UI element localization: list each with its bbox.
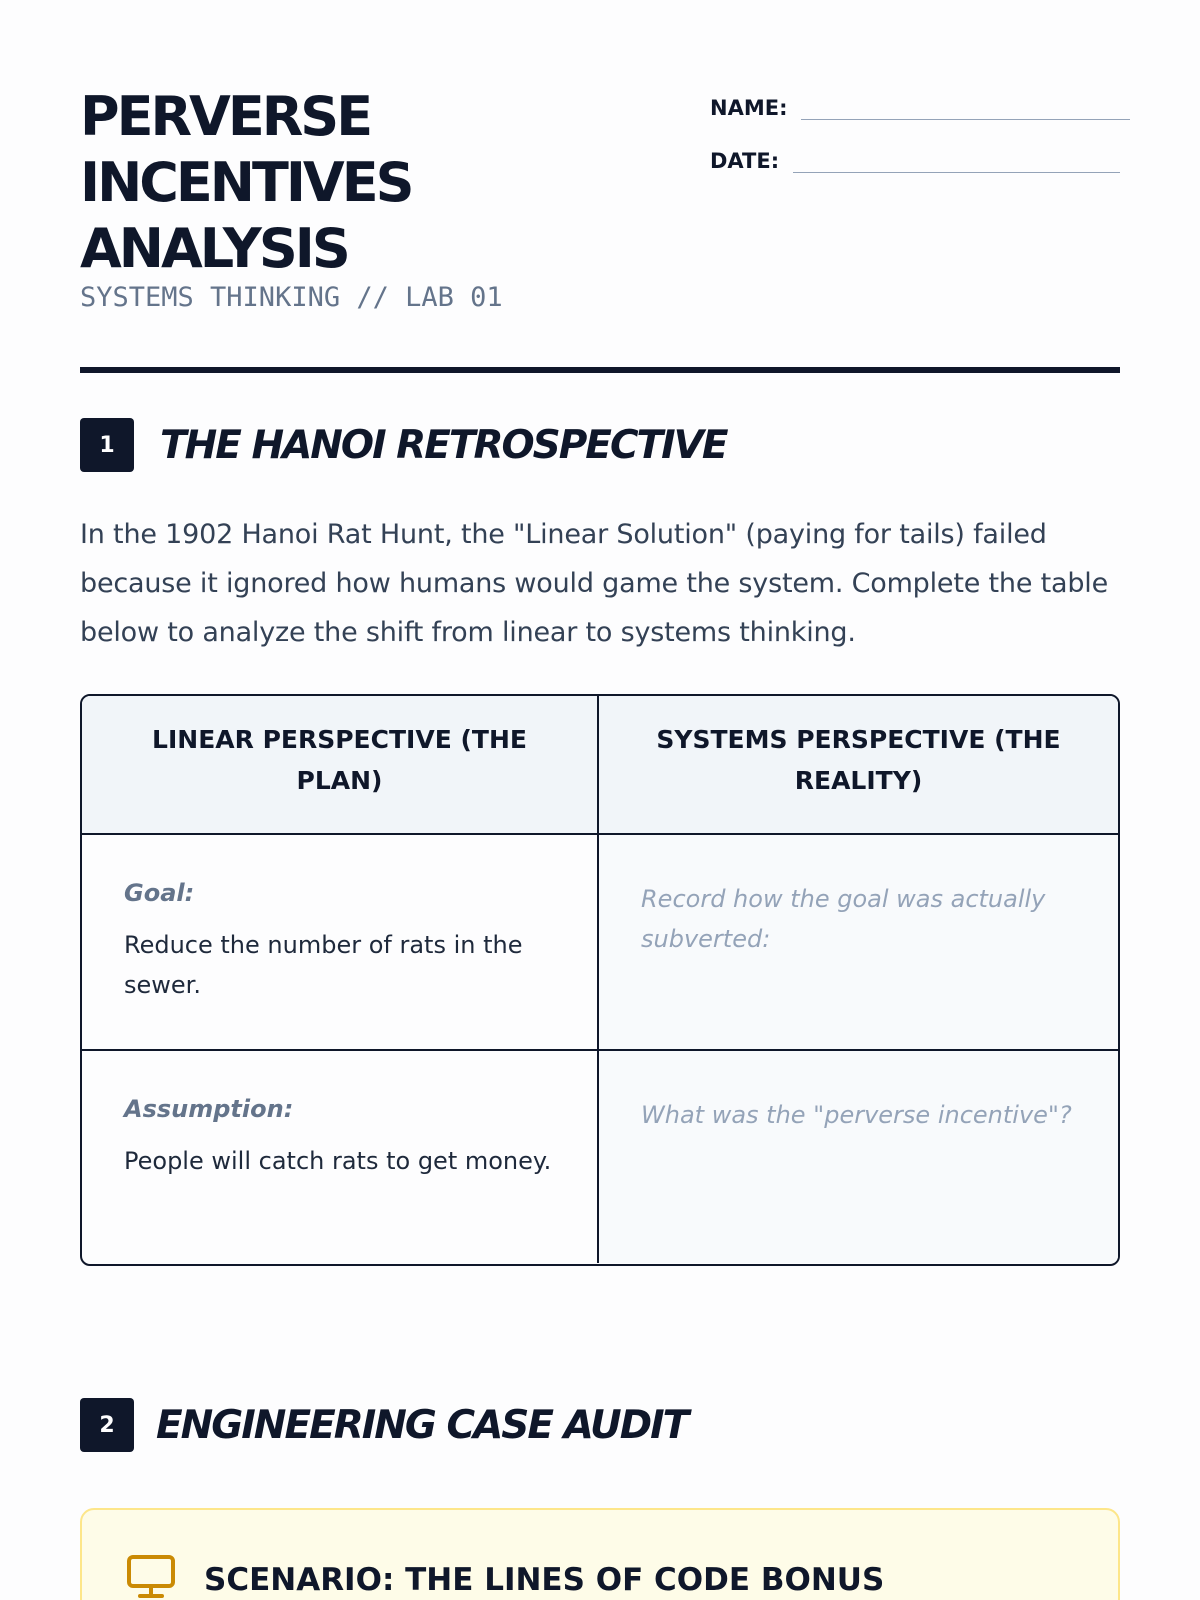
- section-title: THE HANOI RETROSPECTIVE: [160, 422, 727, 468]
- answer-cell[interactable]: [599, 835, 1118, 1049]
- column-header-linear: LINEAR PERSPECTIVE (THE PLAN): [82, 696, 599, 833]
- title-line: PERVERSE: [80, 85, 371, 148]
- answer-cell[interactable]: [599, 1051, 1118, 1263]
- scenario-card: [80, 1508, 1120, 1600]
- section-2-heading: [80, 1398, 687, 1452]
- row-text: People will catch rats to get money.: [124, 1147, 552, 1175]
- answer-prompt: What was the "perverse incentive"?: [641, 1101, 1072, 1129]
- title-line: ANALYSIS: [80, 217, 348, 280]
- section-number-badge: 2: [80, 1398, 134, 1452]
- date-field[interactable]: [710, 137, 1130, 173]
- scenario-title: SCENARIO: THE LINES OF CODE BONUS: [204, 1561, 885, 1598]
- section-intro: In the 1902 Hanoi Rat Hunt, the "Linear Solution" (paying for tails) failed because it ignored how humans would game the system. Complete the table below to analyze the shift from linear to systems thinking.: [80, 519, 1108, 648]
- date-label: DATE:: [710, 149, 780, 173]
- date-input-line[interactable]: [793, 153, 1120, 173]
- row-label: Assumption:: [124, 1095, 294, 1123]
- name-input-line[interactable]: [801, 100, 1130, 120]
- section-1-heading: [80, 418, 727, 472]
- student-fields: [710, 84, 1130, 190]
- scenario-heading: [126, 1554, 884, 1600]
- section-number-badge: 1: [80, 418, 134, 472]
- worksheet-header: [80, 84, 1120, 374]
- page-title: [80, 84, 540, 282]
- linear-cell: [82, 835, 599, 1049]
- header-divider: [80, 367, 1120, 373]
- name-field[interactable]: [710, 84, 1130, 120]
- answer-prompt: Record how the goal was actually subverted:: [641, 885, 1046, 953]
- table-row: [82, 1051, 1118, 1263]
- column-header-systems: SYSTEMS PERSPECTIVE (THE REALITY): [656, 724, 1061, 795]
- name-label: NAME:: [710, 96, 788, 120]
- section-title: ENGINEERING CASE AUDIT: [156, 1402, 688, 1448]
- table-header-row: [82, 696, 1118, 835]
- title-line: INCENTIVES: [80, 151, 412, 214]
- perspective-table: [80, 694, 1120, 1266]
- table-row: [82, 835, 1118, 1051]
- linear-cell: [82, 1051, 599, 1263]
- row-label: Goal:: [124, 879, 195, 907]
- page-subtitle: SYSTEMS THINKING // LAB 01: [80, 282, 503, 313]
- row-text: Reduce the number of rats in the sewer.: [124, 931, 523, 999]
- monitor-icon: [126, 1554, 176, 1600]
